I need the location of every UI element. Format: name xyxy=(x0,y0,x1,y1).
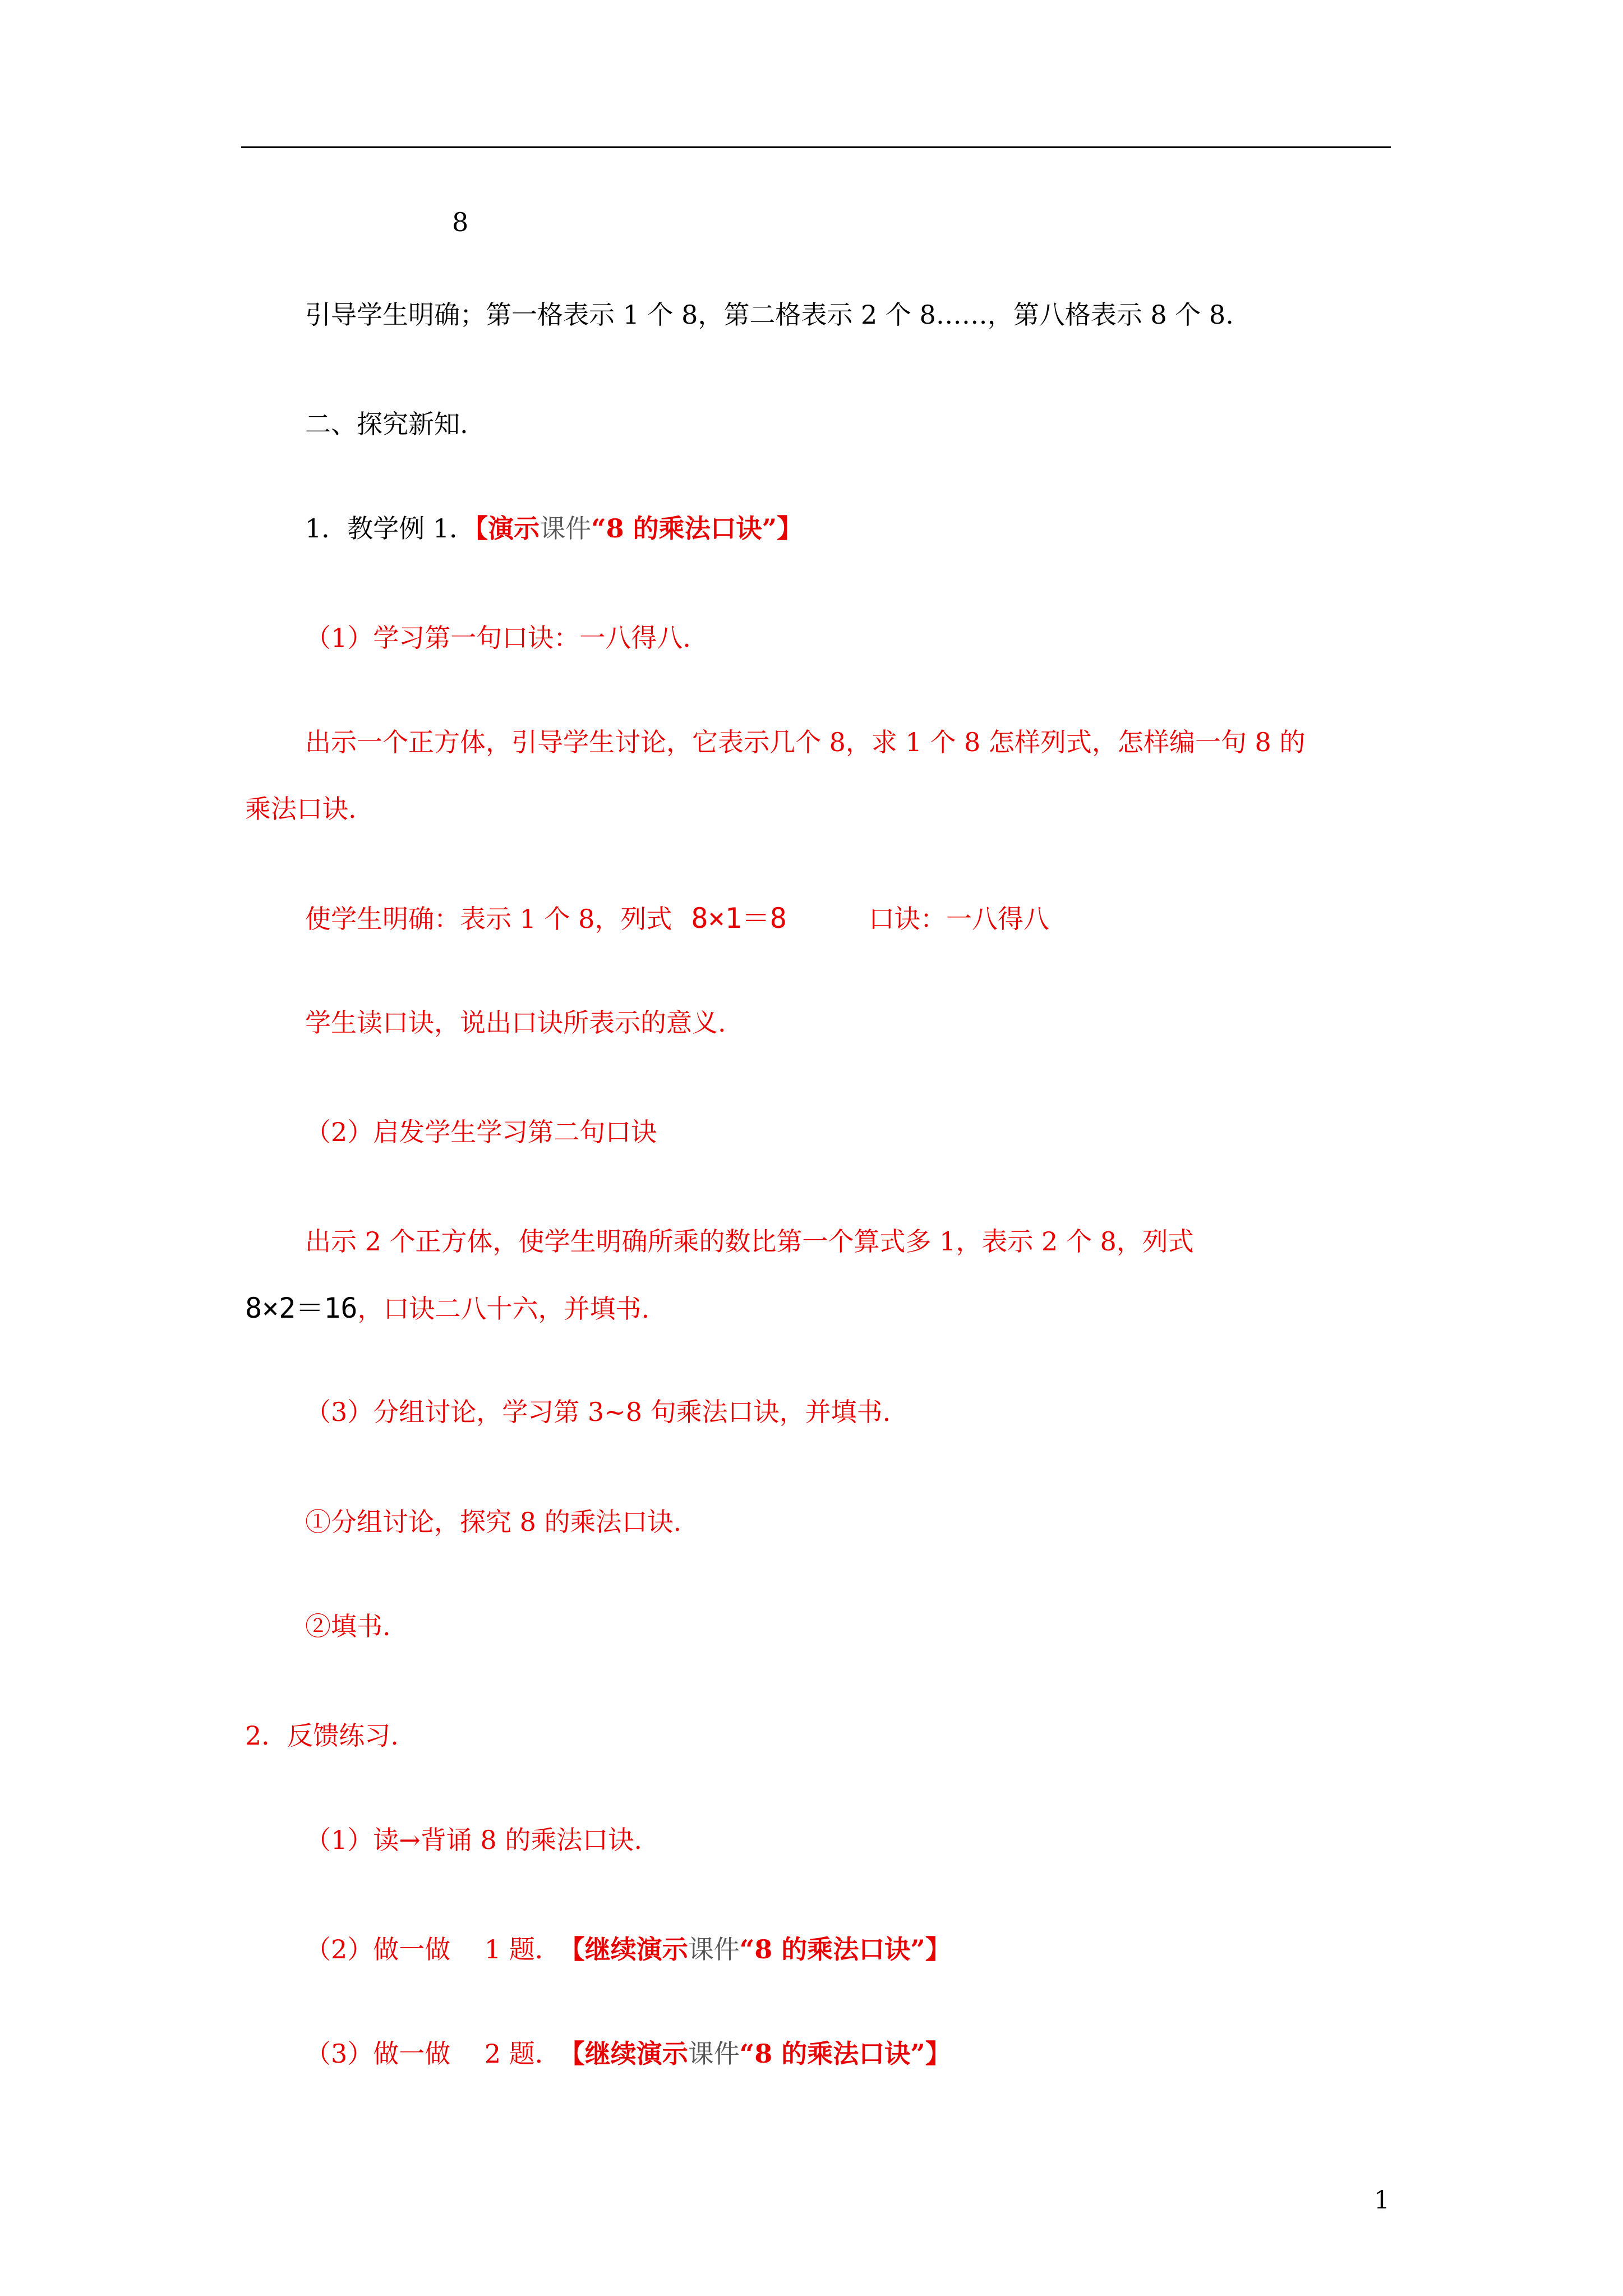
practice-2-label: （2）做一做 1 题． xyxy=(305,1934,561,1964)
step-2-heading: （2）启发学生学习第二句口诀 xyxy=(305,1117,657,1147)
paragraph-cube-2-cont xyxy=(245,1291,649,1326)
practice-2-demo-open: 【继续演示 xyxy=(571,1934,688,1964)
practice-1: （1）读→背诵 8 的乘法口诀. xyxy=(305,1825,642,1855)
paragraph-cube-1-cont: 乘法口诀. xyxy=(245,794,357,824)
substep-fill-book: ②填书. xyxy=(305,1611,391,1641)
clarify-text: 使学生明确：表示 1 个 8，列式 xyxy=(305,904,672,934)
example-1-heading xyxy=(305,512,803,545)
page-number: 1 xyxy=(1374,2186,1390,2215)
courseware-word: 课件 xyxy=(540,513,592,544)
formula-8x2: 8×2＝16 xyxy=(245,1292,358,1324)
read-mnemonic-line: 学生读口诀，说出口诀所表示的意义. xyxy=(305,1007,726,1038)
paragraph-cube-2: 出示 2 个正方体，使学生明确所乘的数比第一个算式多 1，表示 2 个 8，列式 xyxy=(305,1226,1194,1257)
paragraph-grid-explanation: 引导学生明确；第一格表示 1 个 8，第二格表示 2 个 8……，第八格表示 8 个 8. xyxy=(305,300,1234,330)
practice-2-courseware: 课件 xyxy=(688,1934,740,1964)
section-heading-explore: 二、探究新知. xyxy=(305,409,468,439)
practice-2 xyxy=(305,1932,951,1966)
mnemonic-2: ，口诀二八十六，并填书. xyxy=(357,1294,650,1324)
header-rule xyxy=(241,146,1391,148)
paragraph-cube-1: 出示一个正方体，引导学生讨论，它表示几个 8，求 1 个 8 怎样列式，怎样编一句 8 的 xyxy=(305,727,1306,757)
step-3-heading: （3）分组讨论，学习第 3~8 句乘法口诀，并填书. xyxy=(305,1397,891,1427)
section-feedback-practice: 2．反馈练习. xyxy=(245,1720,399,1751)
figure-label-8: 8 xyxy=(452,207,469,237)
clarify-line-1 xyxy=(305,901,1049,936)
practice-3 xyxy=(305,2037,951,2070)
practice-2-demo-title: “8 的乘法口诀”】 xyxy=(739,1934,951,1964)
mnemonic-1: 口诀：一八得八 xyxy=(868,904,1049,934)
demo-title: “8 的乘法口诀”】 xyxy=(591,513,803,544)
practice-3-courseware: 课件 xyxy=(688,2039,740,2069)
demo-bracket-open: 【演示 xyxy=(475,513,540,544)
substep-group-discussion: ①分组讨论，探究 8 的乘法口诀. xyxy=(305,1507,682,1537)
step-1-heading: （1）学习第一句口诀：一八得八. xyxy=(305,623,691,653)
practice-3-demo-title: “8 的乘法口诀”】 xyxy=(739,2039,951,2069)
example-1-label: 1．教学例 1． xyxy=(305,513,476,544)
practice-3-demo-open: 【继续演示 xyxy=(571,2039,688,2069)
practice-3-label: （3）做一做 2 题． xyxy=(305,2039,561,2069)
formula-8x1: 8×1＝8 xyxy=(691,902,787,935)
